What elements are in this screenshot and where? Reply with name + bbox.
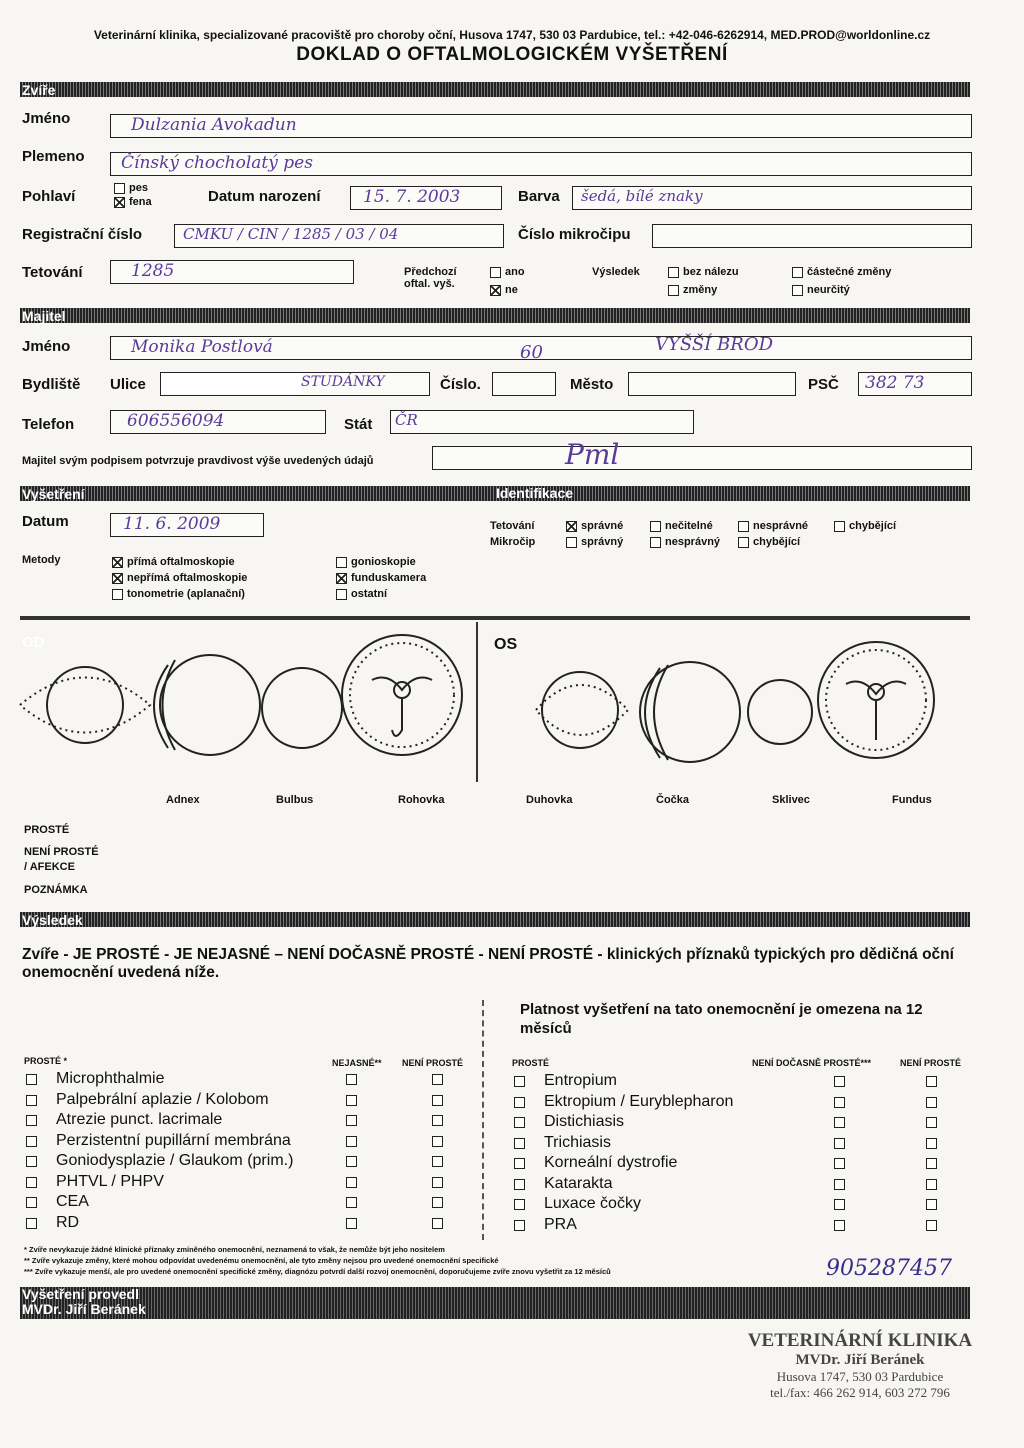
method-direct[interactable]: přímá oftalmoskopie [112,556,235,568]
reg-label: Registrační číslo [22,226,143,243]
disease-col2-checkbox[interactable] [834,1220,845,1231]
disease-row [512,1093,972,1114]
disease-col3-checkbox[interactable] [432,1074,443,1085]
disease-col3-checkbox[interactable] [432,1197,443,1208]
disease-label: Atrezie punct. lacrimale [56,1111,223,1128]
disease-free-checkbox[interactable] [26,1177,37,1188]
section-bar-exam: Vyšetření Identifikace [20,486,970,501]
state-field[interactable]: ČR [390,410,694,434]
disease-col2-checkbox[interactable] [346,1074,357,1085]
tattoo-field[interactable]: 1285 [110,260,354,284]
disease-col3-checkbox[interactable] [432,1095,443,1106]
disease-free-checkbox[interactable] [26,1136,37,1147]
disease-row [512,1134,972,1155]
disease-free-checkbox[interactable] [514,1097,525,1108]
disease-label: Katarakta [544,1174,613,1192]
disease-row [24,1111,484,1132]
section-bar-result: Výsledek [20,912,970,927]
disease-col2-checkbox[interactable] [346,1197,357,1208]
disease-col3-checkbox[interactable] [926,1117,937,1128]
disease-row [512,1113,972,1134]
row-affection: / AFEKCE [24,861,75,873]
disease-free-checkbox[interactable] [26,1115,37,1126]
animal-name-field[interactable]: Dulzania Avokadun [110,114,972,138]
disease-free-checkbox[interactable] [514,1220,525,1231]
disease-row [24,1091,484,1112]
method-funduscamera[interactable]: funduskamera [336,572,426,584]
label-adnex: Adnex [166,794,200,806]
reg-field[interactable]: CMKU / CIN / 1285 / 03 / 04 [174,224,504,248]
disease-col2-checkbox[interactable] [834,1199,845,1210]
tattoo-label: Tetování [22,264,83,281]
disease-row [512,1216,972,1237]
disease-free-checkbox[interactable] [26,1095,37,1106]
disease-label: Goniodysplazie / Glaukom (prim.) [56,1152,294,1169]
city-label: Město [570,376,614,393]
disease-col2-checkbox[interactable] [346,1095,357,1106]
owner-number-handwritten: 60 [520,342,543,363]
method-gonioscopy[interactable]: gonioskopie [336,556,416,568]
disease-col3-checkbox[interactable] [926,1138,937,1149]
disease-free-checkbox[interactable] [26,1197,37,1208]
document-title: DOKLAD O OFTALMOLOGICKÉM VYŠETŘENÍ [296,44,728,65]
disease-label: PRA [544,1215,577,1233]
exam-date-field[interactable]: 11. 6. 2009 [110,513,264,537]
disease-col3-checkbox[interactable] [926,1097,937,1108]
disease-row [24,1070,484,1091]
os-bulbus-drawing [640,662,740,762]
footnote-1: * Zvíře nevykazuje žádné klinické příznaky zmíněného onemocnění, neznamená to však, že nemůže být jeho nositelem [24,1245,445,1254]
disease-label: Luxace čočky [544,1195,641,1212]
disease-col3-checkbox[interactable] [926,1076,937,1087]
disease-free-checkbox[interactable] [514,1117,525,1128]
od-cornea-drawing [262,668,342,748]
label-cornea: Rohovka [398,794,445,806]
disease-col2-checkbox[interactable] [346,1177,357,1188]
left-col-free: PROSTÉ * [24,1056,68,1066]
phone-label: Telefon [22,416,75,433]
left-disease-list [24,1070,484,1234]
od-label: OD [22,634,45,651]
disease-row [512,1154,972,1175]
validity-note: Platnost vyšetření na tato onemocnění je omezena na 12 měsíců [520,1001,923,1037]
phone-field[interactable]: 606556094 [110,410,326,434]
disease-col3-checkbox[interactable] [926,1179,937,1190]
disease-row [512,1195,972,1216]
disease-col2-checkbox[interactable] [346,1218,357,1229]
disease-col2-checkbox[interactable] [834,1138,845,1149]
disease-row [24,1214,484,1235]
chip-missing[interactable]: chybějící [738,536,800,548]
prev-yes-option[interactable]: ano [490,266,525,278]
tattoo-correct[interactable]: správné [566,520,623,532]
footnotes [24,1244,611,1277]
result-statement: Zvíře - JE PROSTÉ - JE NEJASNÉ – NENÍ DOČASNĚ PROSTÉ - NENÍ PROSTÉ - klinických příznaků typických pro dědičná oční onemocnění uvedená níže. [22,946,954,981]
ident-chip-label: Mikročip [490,536,536,548]
color-label: Barva [518,188,560,205]
disease-col2-checkbox[interactable] [834,1158,845,1169]
right-disease-list [512,1072,972,1236]
disease-free-checkbox[interactable] [514,1076,525,1087]
disease-row [512,1175,972,1196]
os-fundus-drawing [818,642,934,758]
disease-free-checkbox[interactable] [26,1074,37,1085]
registration-number: 905287457 [826,1256,952,1281]
disease-label: Distichiasis [544,1113,625,1130]
label-vitreous: Sklivec [772,794,810,806]
chip-incorrect[interactable]: nesprávný [650,536,720,548]
disease-col3-checkbox[interactable] [432,1156,443,1167]
disease-label: CEA [56,1193,89,1210]
section-bar-examiner: Vyšetření provedl MVDr. Jiří Beránek [20,1287,970,1319]
disease-col3-checkbox[interactable] [926,1199,937,1210]
sex-female-option[interactable]: fena [114,196,152,208]
owner-name-field[interactable]: Monika Postlová [110,336,972,360]
left-col-unclear: NEJASNÉ** [332,1058,382,1068]
footnote-3: *** Zvíře vykazuje menší, ale pro uvedené onemocnění specifické změny, diagnózu potvrdí další rozvoj onemocnění, doporučujeme zvíře znovu vyšetřit za 12 měsíců [24,1267,611,1276]
zip-field[interactable]: 382 73 [858,372,972,396]
disease-row [24,1152,484,1173]
sex-male-option[interactable]: pes [114,182,148,194]
disease-row [512,1072,972,1093]
disease-free-checkbox[interactable] [514,1138,525,1149]
exam-date-label: Datum [22,513,69,530]
owner-declaration: Majitel svým podpisem potvrzuje pravdivost výše uvedených údajů [22,455,374,467]
result-option-1[interactable]: bez nálezu [668,266,739,278]
disease-label: Trichiasis [544,1133,611,1151]
od-fundus-drawing [342,635,462,755]
disease-col2-checkbox[interactable] [834,1097,845,1108]
owner-city-handwritten: VYŠŠÍ BROD [655,334,774,355]
right-col-not-free: NENÍ PROSTÉ [900,1058,962,1068]
sex-label: Pohlaví [22,188,76,205]
disease-free-checkbox[interactable] [514,1179,525,1190]
clinic-header: Veterinární klinika, specializované pracoviště pro choroby oční, Husova 1747, 530 03 Pardubice, tel.: +42-046-6262914, MED.PROD@worldonline.cz [93,28,931,42]
disease-label: Ektropium / Euryblepharon [544,1092,734,1110]
dob-field[interactable]: 15. 7. 2003 [350,186,502,210]
label-lens: Čočka [656,794,690,806]
disease-col3-checkbox[interactable] [432,1136,443,1147]
disease-col2-checkbox[interactable] [346,1136,357,1147]
os-adnex-drawing [536,672,628,748]
prev-exam-label: Předchozí oftal. vyš. [404,266,457,290]
disease-col3-checkbox[interactable] [432,1218,443,1229]
owner-signature: Pml [565,438,620,471]
disease-label: Palpebrální aplazie / Kolobom [56,1090,269,1108]
ident-tattoo-label: Tetování [490,520,535,532]
disease-col3-checkbox[interactable] [926,1158,937,1169]
disease-col3-checkbox[interactable] [432,1177,443,1188]
tattoo-illegible[interactable]: nečitelné [650,520,713,532]
owner-name-label: Jméno [22,338,71,355]
disease-col2-checkbox[interactable] [834,1076,845,1087]
disease-col2-checkbox[interactable] [346,1115,357,1126]
disease-row [24,1193,484,1214]
zip-label: PSČ [808,376,839,393]
row-note: POZNÁMKA [24,884,88,896]
result-option-2[interactable]: změny [668,284,717,296]
breed-label: Plemeno [22,148,85,165]
disease-free-checkbox[interactable] [26,1218,37,1229]
disease-label: Korneální dystrofie [544,1154,678,1171]
label-iris: Duhovka [526,794,573,806]
result-label: Výsledek [592,266,640,278]
disease-free-checkbox[interactable] [514,1199,525,1210]
clinic-stamp: VETERINÁRNÍ KLINIKA MVDr. Jiří Beránek Husova 1747, 530 03 Pardubice tel./fax: 466 262 914, 603 272 796 [747,1330,973,1400]
section-bar-owner: Majitel [20,308,970,323]
state-label: Stát [344,416,373,433]
address-label: Bydliště [22,376,81,393]
disease-label: Microphthalmie [56,1070,165,1087]
footnote-2: ** Zvíře vykazuje změny, které mohou odpovídat uvedenému onemocnění, ale tyto změny nejsou pro uvedené onemocnění specifické [24,1256,499,1265]
dob-label: Datum narození [208,188,321,205]
row-not-free: NENÍ PROSTÉ [24,846,99,858]
breed-field[interactable]: Čínský chocholatý pes [110,152,972,176]
method-indirect[interactable]: nepřímá oftalmoskopie [112,572,247,584]
label-bulbus: Bulbus [276,794,314,806]
street-label: Ulice [110,376,146,393]
tattoo-missing[interactable]: chybějící [834,520,896,532]
diagram-labels [0,794,1024,814]
disease-row [24,1132,484,1153]
prev-no-option[interactable]: ne [490,284,518,296]
disease-row [24,1173,484,1194]
tattoo-incorrect[interactable]: nesprávné [738,520,808,532]
disease-free-checkbox[interactable] [26,1156,37,1167]
os-cornea-drawing [748,680,812,744]
disease-label: RD [56,1213,80,1231]
methods-label: Metody [22,554,61,566]
number-label: Číslo. [440,376,481,393]
right-col-free: PROSTÉ [512,1058,550,1068]
chip-label: Číslo mikročipu [518,226,631,243]
disease-label: PHTVL / PHPV [56,1172,164,1190]
disease-col2-checkbox[interactable] [834,1117,845,1128]
chip-correct[interactable]: správný [566,536,623,548]
right-col-temp: NENÍ DOČASNĚ PROSTÉ*** [752,1058,872,1068]
disease-col2-checkbox[interactable] [346,1156,357,1167]
color-field[interactable]: šedá, bílé znaky [572,186,972,210]
method-other[interactable]: ostatní [336,588,387,600]
od-adnex-drawing [20,667,150,743]
result-option-3[interactable]: částečné změny [792,266,891,278]
os-label: OS [494,636,518,653]
left-col-not-free: NENÍ PROSTÉ [402,1058,464,1068]
disease-free-checkbox[interactable] [514,1158,525,1169]
street-field[interactable]: STUDÁNKY [160,372,430,396]
result-option-4[interactable]: neurčitý [792,284,850,296]
disease-col3-checkbox[interactable] [432,1115,443,1126]
label-fundus: Fundus [892,794,932,806]
section-bar-animal: Zvíře [20,82,970,97]
row-free: PROSTÉ [24,824,70,836]
method-tonometry[interactable]: tonometrie (aplanační) [112,588,245,600]
animal-name-label: Jméno [22,110,71,127]
disease-col2-checkbox[interactable] [834,1179,845,1190]
disease-label: Perzistentní pupillární membrána [56,1131,291,1149]
disease-col3-checkbox[interactable] [926,1220,937,1231]
od-bulbus-drawing [154,655,260,755]
disease-label: Entropium [544,1072,617,1089]
